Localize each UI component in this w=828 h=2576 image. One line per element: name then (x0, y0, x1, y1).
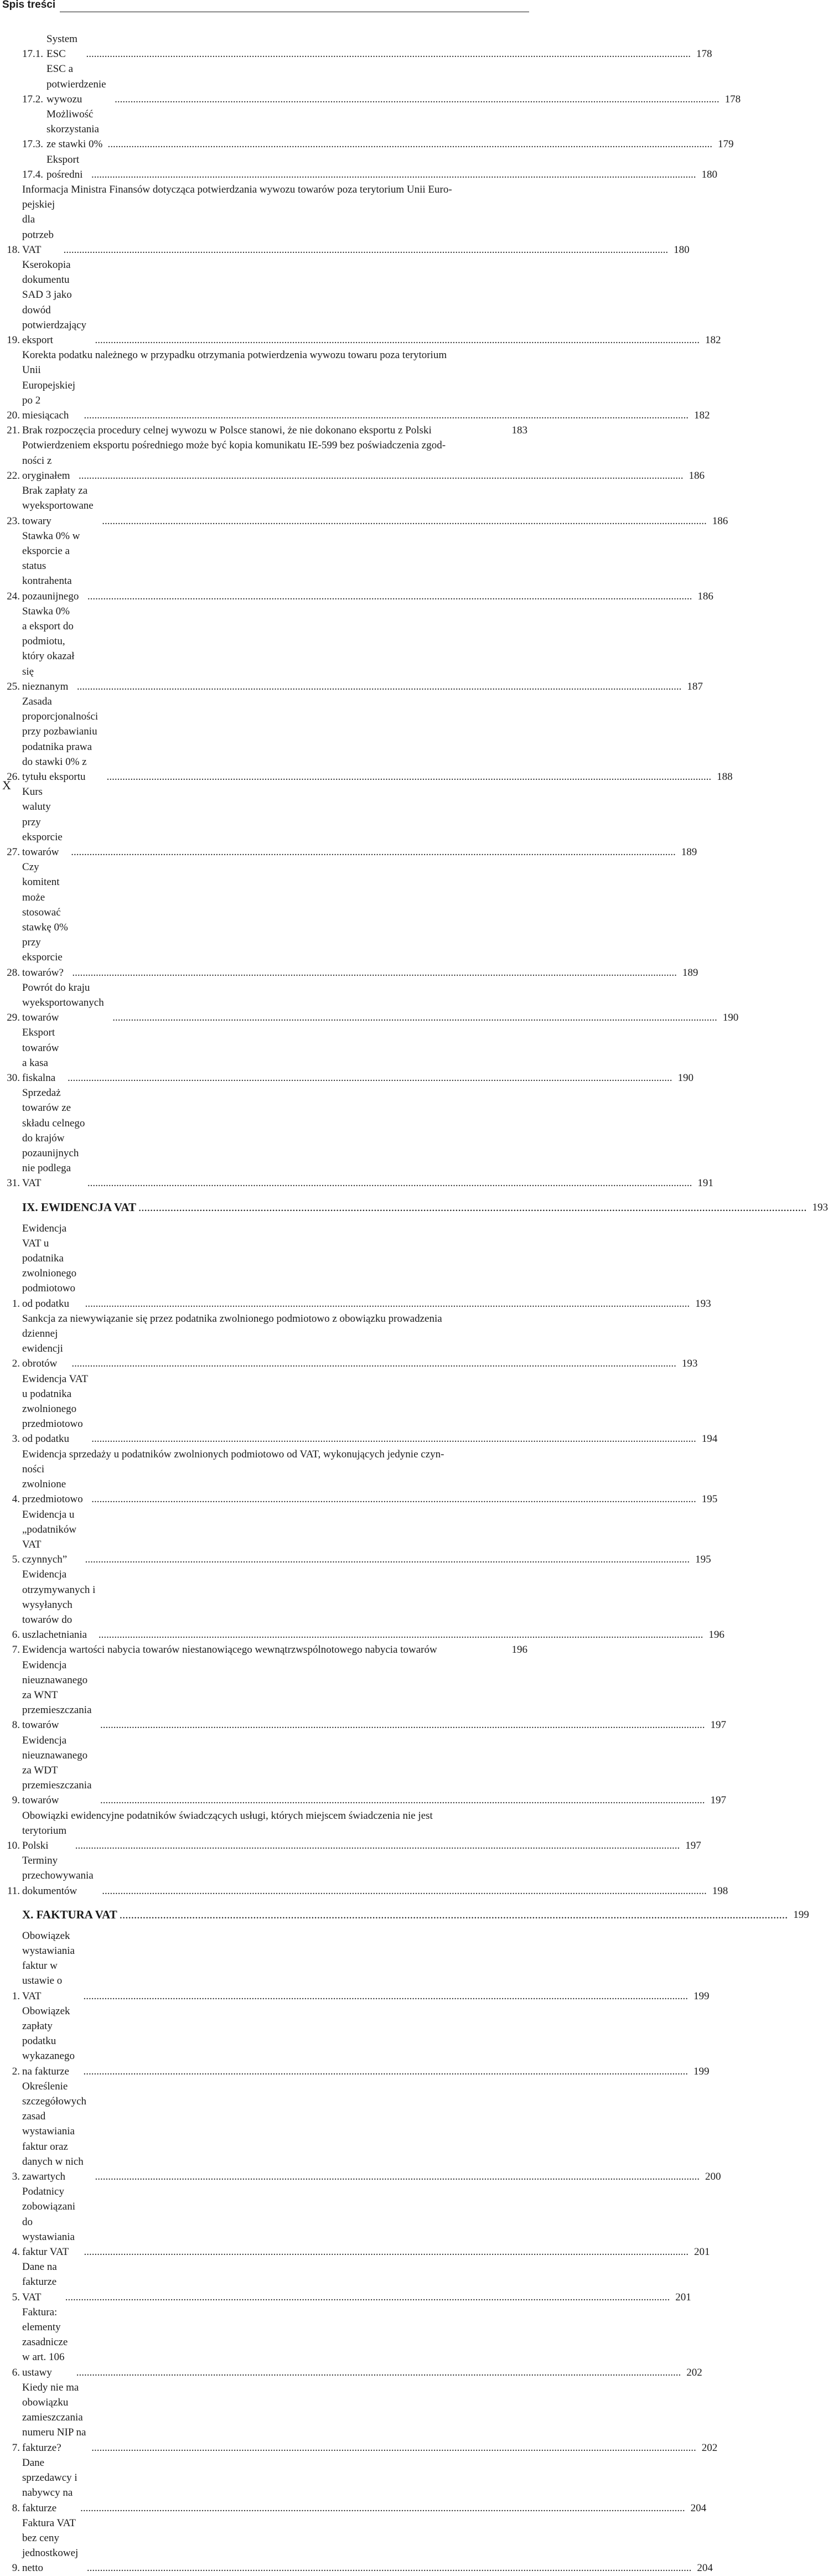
entry-title: Stawka 0% w eksporcie a status kontrahenta pozaunijnego (22, 530, 80, 602)
entry-body (22, 1025, 694, 1085)
entry-body (22, 1311, 697, 1372)
entry-title-row (22, 1928, 709, 2004)
entry-number: 9. (12, 1794, 20, 1807)
page-number-ref: 195 (701, 1493, 718, 1506)
entry-title: Stawka 0% a eksport do podmiotu, który okazał się nieznanym (22, 605, 75, 692)
page-number-ref: 199 (793, 1908, 809, 1921)
entry-body (22, 1853, 728, 1899)
page-number-ref: 194 (701, 1433, 718, 1445)
entry-number: 10. (7, 1839, 20, 1851)
entry-title-line: Ewidencja sprzedaży u podatników zwolnionych podmiotowo od VAT, wykonujących jedynie czyn- (22, 1448, 444, 1460)
entry-body (22, 107, 733, 152)
entry-number: 5. (12, 1554, 20, 1566)
dot-leader (91, 1431, 696, 1446)
entry-number: 2. (12, 2065, 20, 2077)
toc-entry (0, 348, 710, 423)
dot-leader (87, 2561, 692, 2575)
page-number-ref: 190 (677, 1072, 694, 1084)
toc-entry (0, 32, 712, 61)
entry-title-line: Korekta podatku należnego w przypadku otrzymania potwierdzenia wywozu towaru poza terytorium (22, 349, 447, 361)
entry-title-line: Informacja Ministra Finansów dotycząca potwierdzania wywozu towarów poza terytorium Unii Euro- (22, 184, 452, 196)
entry-title: Powrót do kraju wyeksportowanych towarów (22, 981, 104, 1024)
dot-leader (72, 965, 677, 980)
page-number-ref: 201 (675, 2291, 691, 2303)
dot-leader (79, 468, 684, 483)
entry-number: 19. (7, 334, 20, 346)
entry-title-row (22, 363, 710, 423)
page-number-ref: 178 (724, 93, 741, 105)
toc-entry (0, 980, 739, 1026)
dot-leader (68, 1070, 672, 1085)
entry-title-row (22, 1326, 697, 1372)
entry-title: Określenie szczegółowych zasad wystawiania faktur oraz danych w nich zawartych (22, 2080, 87, 2183)
dot-leader (100, 1718, 705, 1732)
dot-leader (87, 1176, 692, 1191)
entry-title-row (22, 1853, 728, 1899)
entry-body (22, 1447, 717, 1507)
entry-title: Brak rozpoczęcia procedury celnej wywozu w Polsce stanowi, że nie dokonano eksportu z Polski (22, 425, 432, 437)
page-number-ref: 195 (695, 1554, 711, 1566)
entry-number: 26. (7, 770, 20, 783)
entry-body (22, 2079, 721, 2184)
toc-entry (0, 1733, 727, 1808)
page-number-ref: 196 (511, 1644, 527, 1656)
entry-number: 1. (12, 1990, 20, 2002)
page-number-ref: 180 (674, 244, 690, 256)
entry-body (22, 423, 527, 438)
entry-title-row (22, 483, 728, 529)
page-number-ref: 182 (694, 410, 710, 422)
chapter-title: X. FAKTURA VAT (22, 1907, 117, 1921)
entry-title-row (22, 604, 703, 694)
entry-title: Kiedy nie ma obowiązku zamieszczania numeru NIP na fakturze? (22, 2381, 86, 2454)
page-number-ref: 186 (712, 515, 728, 527)
dot-leader (112, 1010, 717, 1025)
chapter-heading (0, 1907, 809, 1922)
entry-number: 7. (12, 2441, 20, 2454)
entry-title: Dane na fakturze VAT (22, 2261, 57, 2303)
entry-title-row (22, 860, 698, 980)
dot-leader (71, 1356, 676, 1371)
page-number-ref: 186 (689, 469, 705, 482)
page-number-ref: 193 (812, 1201, 828, 1213)
dot-leader (64, 242, 669, 257)
entry-title: Brak zapłaty za wyeksportowane towary (22, 485, 94, 527)
entry-title-row (22, 1567, 724, 1642)
page-header (0, 0, 531, 20)
entry-title-row (22, 1025, 694, 1085)
page-number-ref: 186 (697, 590, 713, 602)
entry-body (22, 1642, 527, 1657)
entry-title: ności z oryginałem (22, 454, 70, 482)
entry-number: 21. (7, 425, 20, 437)
entry-body (22, 694, 733, 784)
toc-entry (0, 107, 734, 152)
page-number-ref: 202 (686, 2366, 702, 2378)
entry-body (22, 604, 703, 694)
page-number-ref: 193 (695, 1297, 711, 1310)
entry-title-row (22, 1507, 711, 1568)
toc-entry (0, 182, 690, 257)
entry-body (22, 152, 717, 182)
toc-entry (0, 2455, 707, 2516)
toc-entry (0, 1447, 718, 1507)
page-number-ref: 190 (722, 1012, 739, 1024)
page-number-ref: 189 (681, 846, 697, 858)
entry-body (22, 2004, 709, 2079)
entry-title-row (22, 423, 527, 438)
entry-body (22, 784, 697, 860)
toc-entry (0, 604, 703, 694)
entry-title-line: Sankcja za niewywiązanie się przez podatnika zwolnionego podmiotowo z obowiązku prowadzenia (22, 1312, 442, 1325)
toc-entry (0, 1853, 728, 1899)
toc-entry (0, 438, 705, 483)
entry-title-row (22, 1462, 717, 1507)
dot-leader (138, 1200, 807, 1215)
entry-body (22, 980, 738, 1026)
toc-entry (0, 1507, 711, 1568)
entry-title: Unii Europejskiej po 2 miesiącach (22, 364, 76, 422)
entry-number: 3. (12, 1433, 20, 1445)
page-number-ref: 204 (697, 2562, 713, 2574)
entry-body (22, 1928, 709, 2004)
toc-entry (0, 1025, 694, 1085)
entry-title-row (22, 2305, 702, 2380)
dot-leader (80, 2501, 685, 2516)
entry-title-row (22, 1221, 711, 1311)
toc-entry (0, 2516, 713, 2576)
toc-entry (0, 1085, 713, 1191)
page-number-ref: 197 (685, 1839, 701, 1851)
entry-title-row (22, 2455, 706, 2516)
entry-title-row (22, 1658, 726, 1733)
entry-title: Dane sprzedawcy i nabywcy na fakturze (22, 2456, 77, 2514)
dot-leader (83, 1989, 688, 2004)
entry-title-row (22, 2004, 709, 2079)
entry-title: Obowiązek zapłaty podatku wykazanego na fakturze (22, 2005, 75, 2077)
toc-entry (0, 483, 728, 529)
dot-leader (107, 137, 712, 152)
entry-number: 2. (12, 1358, 20, 1370)
dot-leader (85, 1552, 690, 1567)
entry-body (22, 2305, 702, 2380)
page-number: X (2, 778, 11, 792)
entry-title: ESC a potwierdzenie wywozu (46, 63, 106, 105)
toc-entry (0, 1928, 710, 2004)
entry-body (22, 348, 710, 423)
dot-leader (83, 2064, 688, 2079)
entry-title-row (22, 784, 697, 860)
entry-title: Faktura VAT bez ceny jednostkowej netto (22, 2517, 79, 2574)
entry-body (22, 1567, 724, 1642)
toc-entry (0, 2004, 710, 2079)
dot-leader (65, 2290, 670, 2305)
entry-title: Terminy przechowywania dokumentów (22, 1855, 94, 1897)
dot-leader (87, 589, 692, 604)
entry-number: 7. (12, 1644, 20, 1656)
entry-body (22, 1221, 711, 1311)
toc-entry (0, 529, 713, 604)
entry-number: 23. (7, 515, 20, 527)
entry-body (22, 529, 713, 604)
page-number-ref: 189 (682, 966, 698, 979)
entry-body (22, 2455, 706, 2516)
toc-entry (0, 2380, 718, 2455)
page-title: Spis treści (2, 0, 56, 11)
page-number-ref: 199 (693, 1990, 710, 2002)
entry-number: 8. (12, 2502, 20, 2514)
entry-title-row (22, 32, 712, 61)
dot-leader (76, 2365, 681, 2380)
toc-entry (0, 1221, 711, 1311)
entry-number: 1. (12, 1297, 20, 1310)
entry-title-row (22, 61, 741, 107)
page-number-ref: 180 (701, 168, 717, 180)
entry-title: Kserokopia dokumentu SAD 3 jako dowód potwierdzający eksport (22, 259, 87, 346)
entry-number: 17.1. (22, 48, 43, 60)
entry-title-row (22, 197, 690, 257)
entry-title: dziennej ewidencji obrotów (22, 1328, 63, 1370)
dot-leader (107, 769, 712, 784)
toc-entry (0, 1808, 701, 1854)
dot-leader (85, 1296, 690, 1311)
dot-leader (95, 2169, 700, 2184)
entry-number: 24. (7, 590, 20, 602)
entry-title-row (22, 1733, 726, 1808)
toc-entry (0, 2184, 710, 2259)
entry-number: 11. (7, 1885, 20, 1897)
entry-title-row (22, 152, 717, 182)
toc-entry (0, 2305, 702, 2380)
dot-leader (91, 167, 696, 182)
dot-leader (91, 1492, 696, 1507)
entry-number: 3. (12, 2171, 20, 2183)
chapter-title: IX. EWIDENCJA VAT (22, 1200, 136, 1214)
page-number-ref: 191 (697, 1177, 713, 1189)
entry-title-row (22, 453, 705, 483)
toc-entry (0, 1642, 531, 1657)
entry-number: 31. (7, 1177, 20, 1189)
toc-entry (0, 423, 531, 438)
entry-title-row (22, 2380, 717, 2455)
page-number-ref: 179 (717, 138, 734, 151)
entry-title-row (22, 1372, 717, 1447)
toc-entry (0, 1658, 727, 1733)
entry-title: Faktura: elementy zasadnicze w art. 106 ustawy (22, 2306, 68, 2378)
entry-title-row (22, 257, 721, 348)
entry-body (22, 483, 728, 529)
entry-number: 4. (12, 1493, 20, 1506)
entry-number: 20. (7, 410, 20, 422)
page-number-ref: 196 (708, 1629, 724, 1641)
entry-title: Możliwość skorzystania ze stawki 0% (46, 108, 103, 151)
entry-title: Sprzedaż towarów ze składu celnego do krajów pozaunijnych nie podlega VAT (22, 1087, 85, 1189)
entry-body (22, 1733, 726, 1808)
entry-title: Ewidencja VAT u podatnika zwolnionego podmiotowo od podatku (22, 1222, 77, 1310)
entry-number: 5. (12, 2291, 20, 2303)
page-number-ref: 200 (705, 2171, 721, 2183)
entry-title-row (22, 2259, 691, 2305)
page-number-ref: 182 (705, 334, 721, 346)
page-number-ref: 193 (681, 1358, 698, 1370)
entry-title-row (22, 529, 713, 604)
dot-leader (115, 92, 720, 107)
dot-leader (91, 2440, 696, 2455)
entry-body (22, 32, 712, 61)
dot-leader (84, 408, 689, 423)
entry-body (22, 860, 698, 980)
page-number-ref: 197 (710, 1719, 727, 1731)
entry-number: 25. (7, 680, 20, 692)
entry-body (22, 2516, 713, 2576)
dot-leader (86, 46, 691, 61)
page-number-ref: 202 (701, 2441, 718, 2454)
entry-body (22, 257, 721, 348)
entry-title-row (22, 2079, 721, 2184)
entry-body (22, 1808, 701, 1854)
entry-number: 29. (7, 1012, 20, 1024)
dot-leader (102, 1884, 707, 1899)
entry-title: Ewidencja nieuznawanego za WDT przemieszczania towarów (22, 1734, 92, 1807)
toc-entry (0, 784, 697, 860)
entry-title: Zasada proporcjonalności przy pozbawianiu podatnika prawa do stawki 0% z tytułu eksportu (22, 695, 99, 783)
entry-number: 6. (12, 2366, 20, 2378)
entry-title-line: Potwierdzeniem eksportu pośredniego może być kopia komunikatu IE-599 bez poświadczenia zgod- (22, 439, 446, 452)
entry-title-row (22, 1642, 527, 1657)
entry-title: Podatnicy zobowiązani do wystawiania faktur VAT (22, 2186, 76, 2258)
entry-body (22, 1085, 713, 1191)
entry-title: Ewidencja nieuznawanego za WNT przemieszczania towarów (22, 1659, 92, 1731)
toc-entry (0, 1311, 698, 1372)
entry-title: Eksport towarów a kasa fiskalna (22, 1027, 59, 1084)
toc-entry (0, 694, 733, 784)
page-number-ref: 199 (693, 2065, 710, 2077)
toc-entry (0, 257, 721, 348)
entry-title: Kurs waluty przy eksporcie towarów (22, 786, 63, 858)
entry-body (22, 2259, 691, 2305)
entry-number: 30. (7, 1072, 20, 1084)
entry-title-row (22, 694, 733, 784)
entry-number: 6. (12, 1629, 20, 1641)
entry-body (22, 438, 705, 483)
entry-title-line: Obowiązki ewidencyjne podatników świadczących usługi, których miejscem świadczenia nie jest (22, 1809, 433, 1822)
entry-title: terytorium Polski (22, 1824, 67, 1851)
page-number-ref: 198 (712, 1885, 728, 1897)
page-number-ref: 183 (511, 425, 527, 437)
entry-title: Eksport pośredni (46, 153, 83, 180)
entry-number: 22. (7, 469, 20, 482)
entry-title: Ewidencja wartości nabycia towarów niestanowiącego wewnątrzwspólnotowego nabycia towarów (22, 1644, 437, 1656)
page-number-ref: 178 (696, 48, 712, 60)
dot-leader (77, 679, 682, 694)
dot-leader (99, 1627, 703, 1642)
entry-title: Ewidencja otrzymywanych i wysyłanych towarów do uszlachetniania (22, 1569, 96, 1641)
entry-body (22, 1507, 711, 1568)
toc-entry (0, 61, 741, 107)
entry-title-row (22, 107, 733, 152)
entry-body (22, 182, 690, 257)
entry-title: Ewidencja VAT u podatnika zwolnionego przedmiotowo od podatku (22, 1373, 88, 1445)
entry-title: Ewidencja u „podatników VAT czynnych” (22, 1508, 77, 1566)
entry-title-row (22, 1085, 713, 1191)
toc-entry (0, 152, 717, 182)
page-number-ref: 204 (690, 2502, 707, 2514)
dot-leader (95, 333, 700, 348)
entry-body (22, 2380, 717, 2455)
entry-title-row (22, 1823, 701, 1853)
entry-title-row (22, 2516, 713, 2576)
entry-number: 17.4. (22, 168, 43, 180)
entry-title: Czy komitent może stosować stawkę 0% przy eksporcie towarów? (22, 861, 68, 979)
page-number-ref: 187 (687, 680, 703, 692)
page-number-ref: 201 (694, 2246, 710, 2258)
entry-number: 9. (12, 2562, 20, 2574)
dot-leader (71, 845, 676, 860)
entry-title-row (22, 2184, 710, 2259)
entry-number: 4. (12, 2246, 20, 2258)
entry-title-row (22, 980, 738, 1026)
entry-body (22, 2184, 710, 2259)
entry-number: 27. (7, 846, 20, 858)
entry-number: 17.3. (22, 138, 43, 151)
page-number-ref: 197 (710, 1794, 727, 1807)
toc-entry (0, 860, 698, 980)
entry-number: 18. (7, 244, 20, 256)
table-of-contents (0, 32, 828, 2576)
entry-title: ności zwolnione przedmiotowo (22, 1463, 83, 1506)
chapter-heading (0, 1200, 828, 1215)
entry-number: 17.2. (22, 93, 43, 105)
dot-leader (102, 514, 707, 529)
entry-number: 8. (12, 1719, 20, 1731)
entry-title: pejskiej dla potrzeb VAT (22, 199, 55, 256)
toc-entry (0, 2079, 721, 2184)
entry-body (22, 1658, 726, 1733)
entry-body (22, 1372, 717, 1447)
toc-entry (0, 1372, 718, 1447)
page-number-ref: 188 (717, 770, 733, 783)
toc-entry (0, 2259, 691, 2305)
dot-leader (100, 1793, 705, 1808)
dot-leader (84, 2244, 689, 2259)
entry-title: Obowiązek wystawiania faktur w ustawie o VAT (22, 1930, 75, 2002)
dot-leader (75, 1838, 680, 1853)
entry-body (22, 61, 741, 107)
entry-number: 28. (7, 966, 20, 979)
entry-title: System ESC (46, 33, 77, 60)
toc-entry (0, 1567, 724, 1642)
dot-leader (120, 1907, 788, 1922)
